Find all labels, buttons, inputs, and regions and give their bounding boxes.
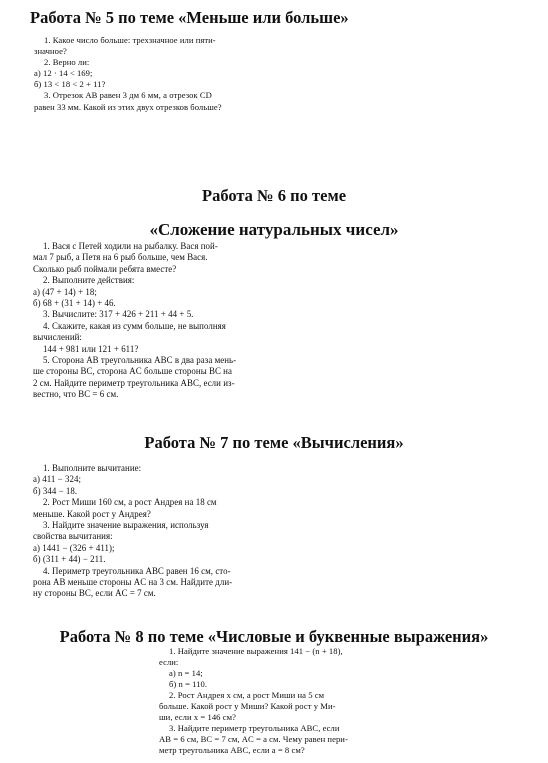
work-8-section [0, 627, 548, 755]
problem-line: равен 33 мм. Какой из этих двух отрезков больше? [34, 101, 222, 112]
problem-line: б) 13 < 18 < 2 + 11? [34, 79, 106, 90]
work-6-section [0, 186, 548, 400]
problem-line: 144 + 981 или 121 + 611? [43, 343, 139, 354]
problem-line: 3. Отрезок AB равен 3 дм 6 мм, а отрезок CD [44, 90, 212, 101]
problem-line: меньше. Какой рост у Андрея? [33, 508, 151, 519]
problem-line: вестно, что BC = 6 см. [33, 389, 119, 400]
work-6-problems [33, 241, 236, 401]
problem-line: 2. Верно ли: [44, 57, 90, 68]
problem-line: 1. Какое число больше: трехзначное или пяти- [44, 35, 216, 45]
problem-line: а) 1441 − (326 + 411); [33, 542, 115, 553]
problem-line: а) n = 14; [169, 668, 203, 678]
work-7-problems [33, 463, 232, 600]
problem-line: ну стороны BC, если AC = 7 см. [33, 588, 156, 599]
problem-line: мал 7 рыб, а Петя на 6 рыб больше, чем Вася. [33, 252, 208, 263]
problem-line: б) 344 − 18. [33, 485, 78, 496]
problem-line: б) n = 110. [169, 679, 208, 689]
work-5-title: Работа № 5 по теме «Меньше или больше» [30, 8, 349, 27]
work-6-subtitle: «Сложение натуральных чисел» [149, 220, 399, 239]
problem-line: 2. Рост Андрея x см, а рост Миши на 5 см [169, 690, 325, 700]
problem-line: метр треугольника ABC, если a = 8 см? [159, 745, 305, 755]
problem-line: а) 411 − 324; [33, 474, 81, 485]
problem-line: ше стороны BC, сторона AC больше стороны BC на [33, 366, 232, 377]
problem-line: больше. Какой рост у Миши? Какой рост у Ми- [159, 701, 336, 711]
problem-line: вычислений: [33, 332, 82, 343]
problem-line: если: [159, 657, 179, 667]
problem-line: 5. Сторона AB треугольника ABC в два раза мень- [43, 355, 237, 366]
problem-line: ши, если x = 146 см? [159, 712, 236, 722]
work-5-section [30, 8, 530, 113]
problem-line: 1. Найдите значение выражения 141 − (n + 18), [169, 646, 343, 656]
work-7-title: Работа № 7 по теме «Вычисления» [144, 433, 404, 452]
problem-line: 1. Вася с Петей ходили на рыбалку. Вася пой- [43, 241, 218, 251]
problem-line: а) (47 + 14) + 18; [33, 286, 97, 297]
work-5-problems [34, 35, 530, 113]
problem-line: а) 12 · 14 < 169; [34, 68, 93, 79]
problem-line: 2 см. Найдите периметр треугольника ABC, если из- [33, 377, 235, 388]
problem-line: Сколько рыб поймали ребята вместе? [33, 263, 177, 274]
problem-line: 2. Рост Миши 160 см, а рост Андрея на 18 см [43, 497, 217, 508]
problem-line: 3. Вычислите: 317 + 426 + 211 + 44 + 5. [43, 309, 194, 320]
work-6-title: Работа № 6 по теме [201, 186, 347, 205]
problem-line: рона AB меньше стороны AC на 3 см. Найдите дли- [33, 577, 233, 588]
problem-line: AB = 6 см, BC = 7 см, AC = a см. Чему равен пери- [159, 734, 348, 744]
problem-line: 4. Скажите, какая из сумм больше, не выполняя [43, 320, 226, 331]
work-7-section [0, 433, 548, 599]
problem-line: 4. Периметр треугольника ABC равен 16 см, сто- [43, 565, 231, 576]
problem-line: б) (311 + 44) − 211. [33, 554, 106, 565]
problem-line: 1. Выполните вычитание: [43, 463, 142, 473]
problem-line: 3. Найдите периметр треугольника ABC, если [169, 723, 340, 733]
problem-line: значное? [34, 46, 67, 57]
problem-line: 2. Выполните действия: [43, 275, 135, 286]
work-8-problems [159, 646, 348, 756]
work-8-title: Работа № 8 по теме «Числовые и буквенные выражения» [59, 627, 489, 646]
problem-line: б) 68 + (31 + 14) + 46. [33, 298, 116, 309]
problem-line: свойства вычитания: [33, 531, 113, 542]
problem-line: 3. Найдите значение выражения, используя [43, 520, 209, 531]
